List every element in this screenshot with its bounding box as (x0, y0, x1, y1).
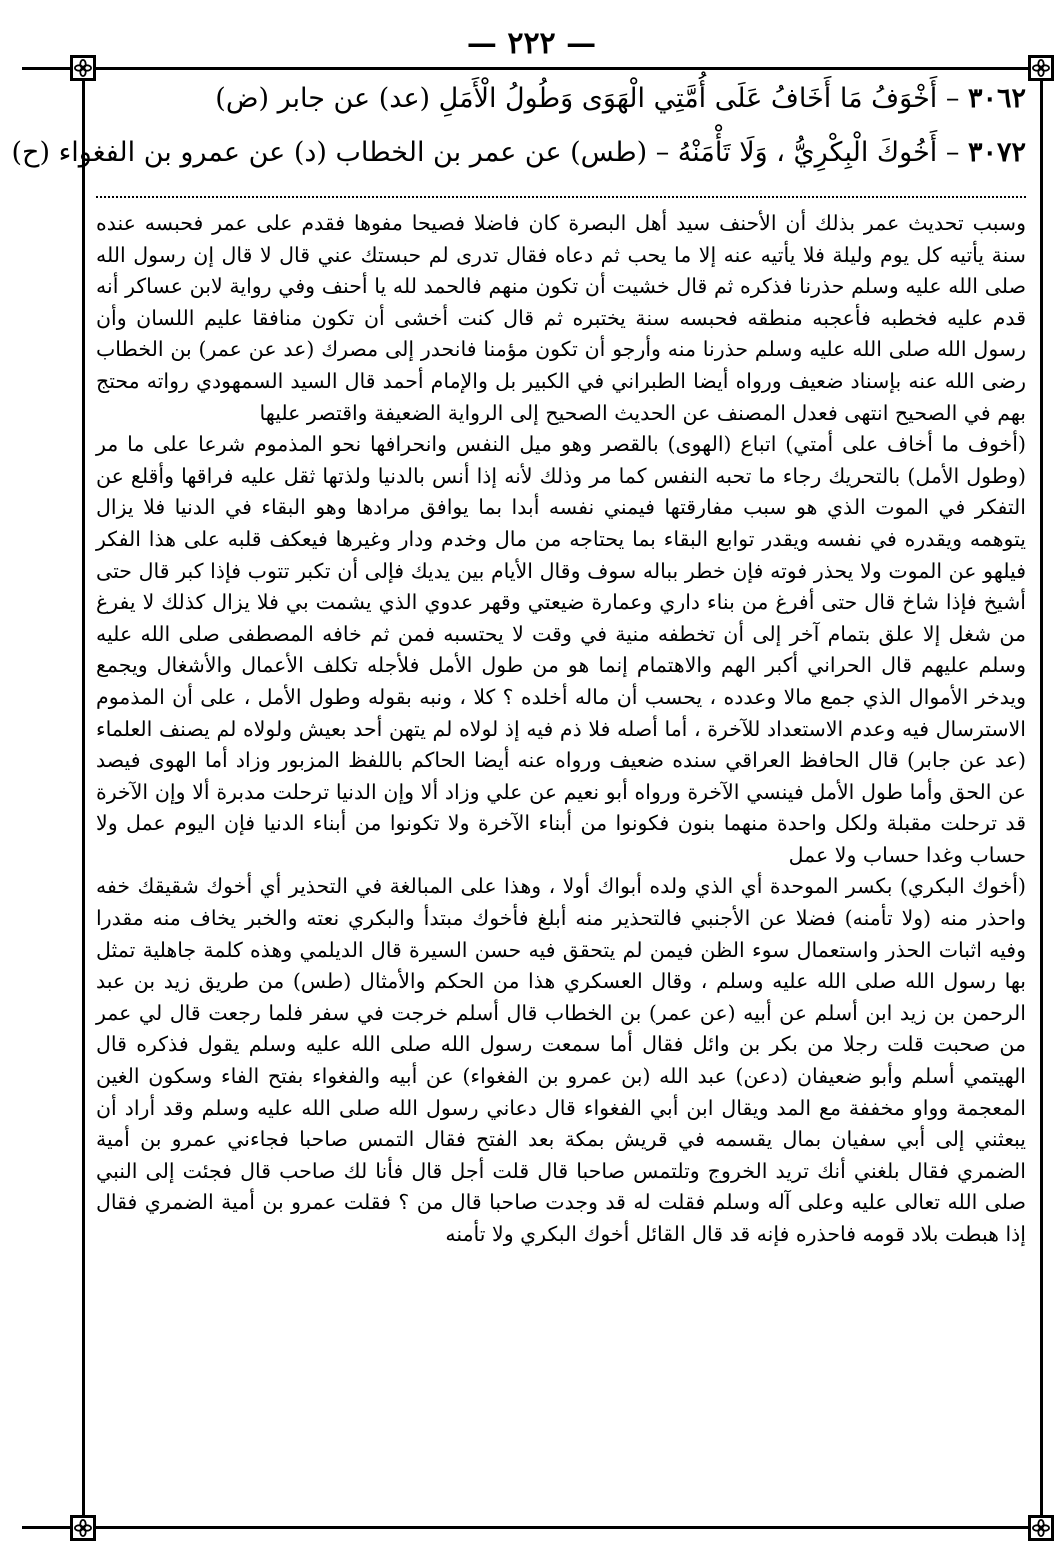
commentary-paragraph: (أخوف ما أخاف على أمتي) اتباع (الهوى) بالقصر وهو ميل النفس وانحرافها نحو المذموم شرعا على ما مر (وطول الأمل) بالتحريك رجاء ما تحبه النفس كما مر وذلك لأنه إذا أنس بالدنيا ولذتها ثقل عليه فراقها وأقلع عن التفكر في الموت الذي هو سبب مفارقتها فيمني نفسه أبدا بما يوافق مرادها وهو البقاء في الدنيا فلا يزال يتوهمه ويقدره في نفسه ويقدر توابع البقاء بما يحتاجه من مال وخدم ودار وغيرها فيعكف قلبه على هذا الفكر فيلهو عن الموت ولا يحذر فوته فإن خطر بباله سوف وقال الأيام بين يديك فإلى أن تكبر تتوب فإذا كبر قال حتى أشيخ فإذا شاخ قال حتى أفرغ من بناء داري وعمارة ضيعتي وقهر عدوي الذي يشمت بي فلا يزال كذلك لا يفرغ من شغل إلا علق بتمام آخر إلى أن تخطفه منية في وقت لا يحتسبه فمن ثم خافه المصطفى صلى الله عليه وسلم عليهم قال الحراني أكبر الهم والاهتمام إنما هو من طول الأمل فلأجله تكلف الأعمال والأشغال ويجمع ويدخر الأموال الذي جمع مالا وعدده ، يحسب أن ماله أخلده ؟ كلا ، ونبه بقوله وطول الأمل ، على أن المذموم الاسترسال فيه وعدم الاستعداد للآخرة ، أما أصله فلا ذم فيه إذ لولاه لم يتهن أحد بعيش ولولاه لم يصنف العلماء (عد عن جابر) قال الحافظ العراقي سنده ضعيف ورواه عنه أيضا الحاكم باللفظ المزبور وزاد أما الهوى فيصد عن الحق وأما طول الأمل فينسي الآخرة ورواه أبو نعيم عن علي وزاد ألا وإن الدنيا ترحلت مدبرة ألا وإن الآخرة قد ترحلت مقبلة ولكل واحدة منهما بنون فكونوا من أبناء الآخرة ولا تكونوا من أبناء الدنيا فإن اليوم عمل ولا حساب وغدا حساب ولا عمل (96, 432, 1027, 867)
hadith-number: ٣٠٦٢ (967, 83, 1026, 114)
corner-ornament-icon (1028, 1515, 1054, 1541)
commentary-paragraph: (أخوك البكري) بكسر الموحدة أي الذي ولده أبواك أولا ، وهذا على المبالغة في التحذير أي أخوك شقيقك خفه واحذر منه (ولا تأمنه) فضلا عن الأجنبي فالتحذير منه أبلغ فأخوك مبتدأ والبكري نعته والخبر يخاف منه مقدرا وفيه اثبات الحذر واستعمال سوء الظن فيمن لم يتحقق فيه حسن السيرة قال الديلمي وهذه كلمة جاهلية تمثل بها رسول الله صلى الله عليه وسلم ، وقال العسكري هذا من الحكم والأمثال (طس) من طريق زيد بن عبد الرحمن بن زيد ابن أسلم عن أبيه (عن عمر) بن الخطاب قال أسلم خرجت في سفر فلما رجعت قال لي عمر من صحبت قلت رجلا من بكر بن وائل فقال أما سمعت رسول الله صلى الله عليه وسلم يقول فذكره قال الهيتمي أسلم وأبو ضعيفان (دعن) عبد الله (بن عمرو بن الفغواء) عن أبيه والفغواء بفتح الفاء وسكون الغين المعجمة وواو مخففة مع المد ويقال ابن أبي الفغواء قال دعاني رسول الله صلى الله عليه وسلم وقد أراد أن يبعثني إلى أبي سفيان بمال يقسمه في قريش بمكة بعد الفتح فقال التمس صاحبا فجاءني عمرو بن أمية الضمري فقال بلغني أنك تريد الخروج وتلتمس صاحبا قال قلت أجل قال فأنا لك صاحب قال فجئت إلى النبي صلى الله تعالى عليه وعلى آله وسلم فقلت له قد وجدت صاحبا قال من ؟ فقلت عمرو بن أمية الضمري فقال إذا هبطت بلاد قومه فاحذره فإنه قد قال القائل أخوك البكري ولا تأمنه (96, 874, 1026, 1246)
page-number: — ٢٢٢ — (466, 26, 597, 61)
hadith-text: – أَخْوَفُ مَا أَخَافُ عَلَى أُمَّتِي الْهَوَى وَطُولُ الْأَمَلِ (عد) عن جابر (ض) (215, 83, 960, 114)
section-divider (96, 196, 1026, 198)
commentary-section (96, 208, 1026, 1251)
hadith-entry (11, 128, 1026, 178)
corner-ornament-icon (1028, 55, 1054, 81)
hadith-text: – أَخُوكَ الْبِكْرِيُّ ، وَلَا تَأْمَنْهُ – (طس) عن عمر بن الخطاب (د) عن عمرو بن الفغواء (ح) (11, 137, 960, 168)
page-content (11, 70, 1027, 1251)
commentary-paragraph: وسبب تحديث عمر بذلك أن الأحنف سيد أهل البصرة كان فاضلا فصيحا مفوها فقدم على عمر فحبسه عنده سنة يأتيه كل يوم وليلة فلا يأتيه عنه إلا ما يحب ثم دعاه فقال تدرى لم حبستك عني قال لا قال إن رسول الله صلى الله عليه وسلم حذرنا فذكره ثم قال خشيت أن تكون منهم فالحمد لله يا أحنف وفي رواية لابن عساكر أنه قدم عليه فخطبه فأعجبه منطقه فحبسه سنة يختبره ثم قال كنت أخشى أن تكون منافقا عليم اللسان وأن رسول الله صلى الله عليه وسلم حذرنا منه وأرجو أن تكون مؤمنا فانحدر إلى مصرك (عد عن عمر) بن الخطاب رضى الله عنه بإسناد ضعيف ورواه أيضا الطبراني في الكبير بل والإمام أحمد قال السيد السمهودي رواته محتج بهم في الصحيح انتهى فعدل المصنف عن الحديث الصحيح إلى الرواية الضعيفة واقتصر عليها (96, 211, 1026, 425)
corner-ornament-icon (70, 55, 96, 81)
frame-border-bottom (22, 1526, 1042, 1529)
frame-border-left (82, 67, 85, 1529)
frame-border-right (1040, 67, 1043, 1529)
hadith-entry (96, 74, 1026, 124)
corner-ornament-icon (70, 1515, 96, 1541)
hadith-number: ٣٠٧٢ (967, 137, 1026, 168)
